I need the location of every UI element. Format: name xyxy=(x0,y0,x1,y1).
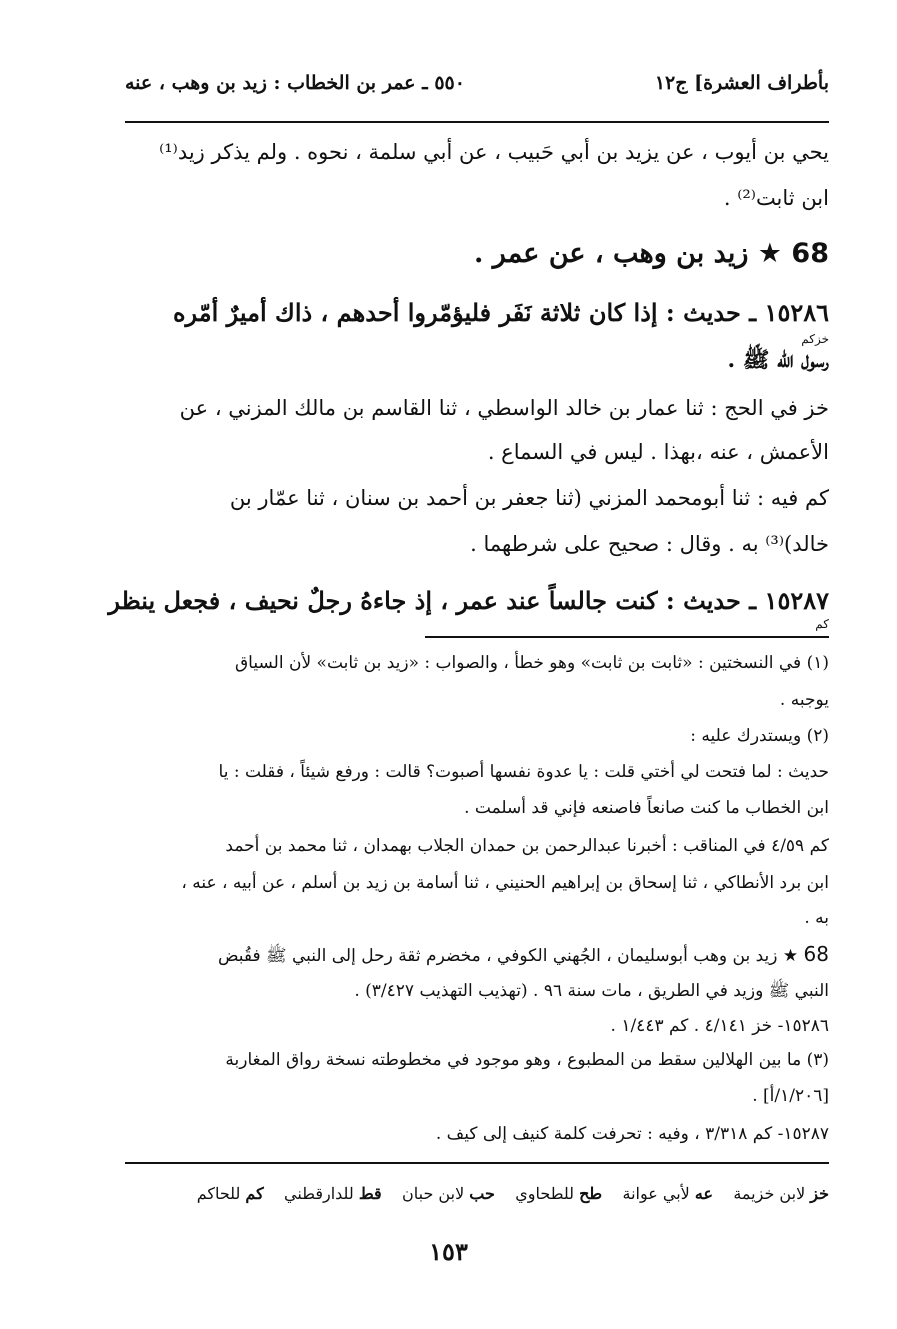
text-line: خالد)⁽³⁾ به . وقال : صحيح على شرطهما . xyxy=(470,532,829,556)
footnote-line: كم ٤/٥٩ في المناقب : أخبرنا عبدالرحمن بن حمدان الجلاب بهمدان ، ثنا محمد بن أحمد xyxy=(225,836,829,856)
footnote-line: (٣) ما بين الهلالين سقط من المطبوع ، وهو موجود في مخطوطته نسخة رواق المغاربة xyxy=(225,1050,829,1070)
section-number: 68 xyxy=(791,238,829,269)
section-title: زيد بن وهب ، عن عمر . xyxy=(474,238,749,269)
hadith-heading-cont: رسول الله ﷺ . xyxy=(727,347,829,373)
text-line: ابن ثابت⁽²⁾ . xyxy=(723,186,829,210)
biography-number: 68 xyxy=(803,942,829,966)
hadith-heading: ١٥٢٨٧ ـ حديث : كنت جالساً عند عمر ، إذ جاءهُ رجلٌ نحيف ، فجعل ينظر xyxy=(108,586,829,615)
source-symbols: خزكم xyxy=(801,332,829,346)
legend-item: عه لأبي عوانة xyxy=(622,1184,713,1203)
text-line: يحي بن أيوب ، عن يزيد بن أبي حَبيب ، عن أبي سلمة ، نحوه . ولم يذكر زيد⁽¹⁾ xyxy=(159,140,829,164)
running-header-right: بأطراف العشرة] ج١٢ xyxy=(654,72,829,94)
section-heading xyxy=(474,238,829,269)
page-number: ١٥٣ xyxy=(429,1237,468,1266)
footnote-line: يوجبه . xyxy=(779,690,829,710)
footnote-line: به . xyxy=(804,908,829,928)
header-rule xyxy=(125,121,829,123)
hadith-heading: ١٥٢٨٦ ـ حديث : إذا كان ثلاثة نَفَر فليؤمّروا أحدهم ، ذاك أميرٌ أمّره xyxy=(172,298,829,327)
reference-line: ١٥٢٨٧- كم ٣/٣١٨ ، وفيه : تحرفت كلمة كنيف إلى كيف . xyxy=(435,1124,829,1144)
footnote-line: (٢) ويستدرك عليه : xyxy=(690,726,829,746)
footnote-line: النبي ﷺ وزيد في الطريق ، مات سنة ٩٦ . (تهذيب التهذيب ٣/٤٢٧) . xyxy=(354,981,829,1001)
legend-item: كم للحاكم xyxy=(196,1184,264,1203)
legend-item: حب لابن حبان xyxy=(402,1184,495,1203)
source-symbols: كم xyxy=(815,617,829,631)
text-line: كم فيه : ثنا أبومحمد المزني (ثنا جعفر بن أحمد بن سنان ، ثنا عمّار بن xyxy=(229,486,829,510)
footnote-line: ابن برد الأنطاكي ، ثنا إسحاق بن إبراهيم الحنيني ، ثنا أسامة بن زيد بن أسلم ، عن أبيه ، عنه ، xyxy=(181,873,829,893)
footnote-line: [١/٢٠٦/أ] . xyxy=(752,1086,829,1106)
legend-item: طح للطحاوي xyxy=(515,1184,603,1203)
running-header-left: ٥٥٠ ـ عمر بن الخطاب : زيد بن وهب ، عنه xyxy=(125,72,465,94)
text-line: الأعمش ، عنه ،بهذا . ليس في السماع . xyxy=(487,440,829,464)
star-icon: ★ xyxy=(757,238,783,269)
footnote-line: ابن الخطاب ما كنت صانعاً فاصنعه فإني قد أسلمت . xyxy=(464,798,829,818)
legend-item: قط للدارقطني xyxy=(284,1184,382,1203)
star-icon: ★ xyxy=(782,946,799,966)
text-line: خز في الحج : ثنا عمار بن خالد الواسطي ، ثنا القاسم بن مالك المزني ، عن xyxy=(179,396,829,420)
legend-rule xyxy=(125,1162,829,1164)
footnote-line: (١) في النسختين : «ثابت بن ثابت» وهو خطأ ، والصواب : «زيد بن ثابت» لأن السياق xyxy=(234,653,829,673)
reference-line: ١٥٢٨٦- خز ٤/١٤١ . كم ١/٤٤٣ . xyxy=(610,1016,829,1036)
footnote-rule xyxy=(425,636,829,638)
biography-line xyxy=(218,942,829,970)
legend-item: خز لابن خزيمة xyxy=(733,1184,829,1203)
footnote-line: حديث : لما فتحت لي أختي قلت : يا عدوة نفسها أصبوت؟ قالت : ورفع شيئاً ، فقلت : يا xyxy=(218,762,829,782)
biography-text: زيد بن وهب أبوسليمان ، الجُهني الكوفي ، مخضرم ثقة رحل إلى النبي ﷺ فقُبض xyxy=(217,946,778,966)
abbreviation-legend xyxy=(197,1184,829,1203)
